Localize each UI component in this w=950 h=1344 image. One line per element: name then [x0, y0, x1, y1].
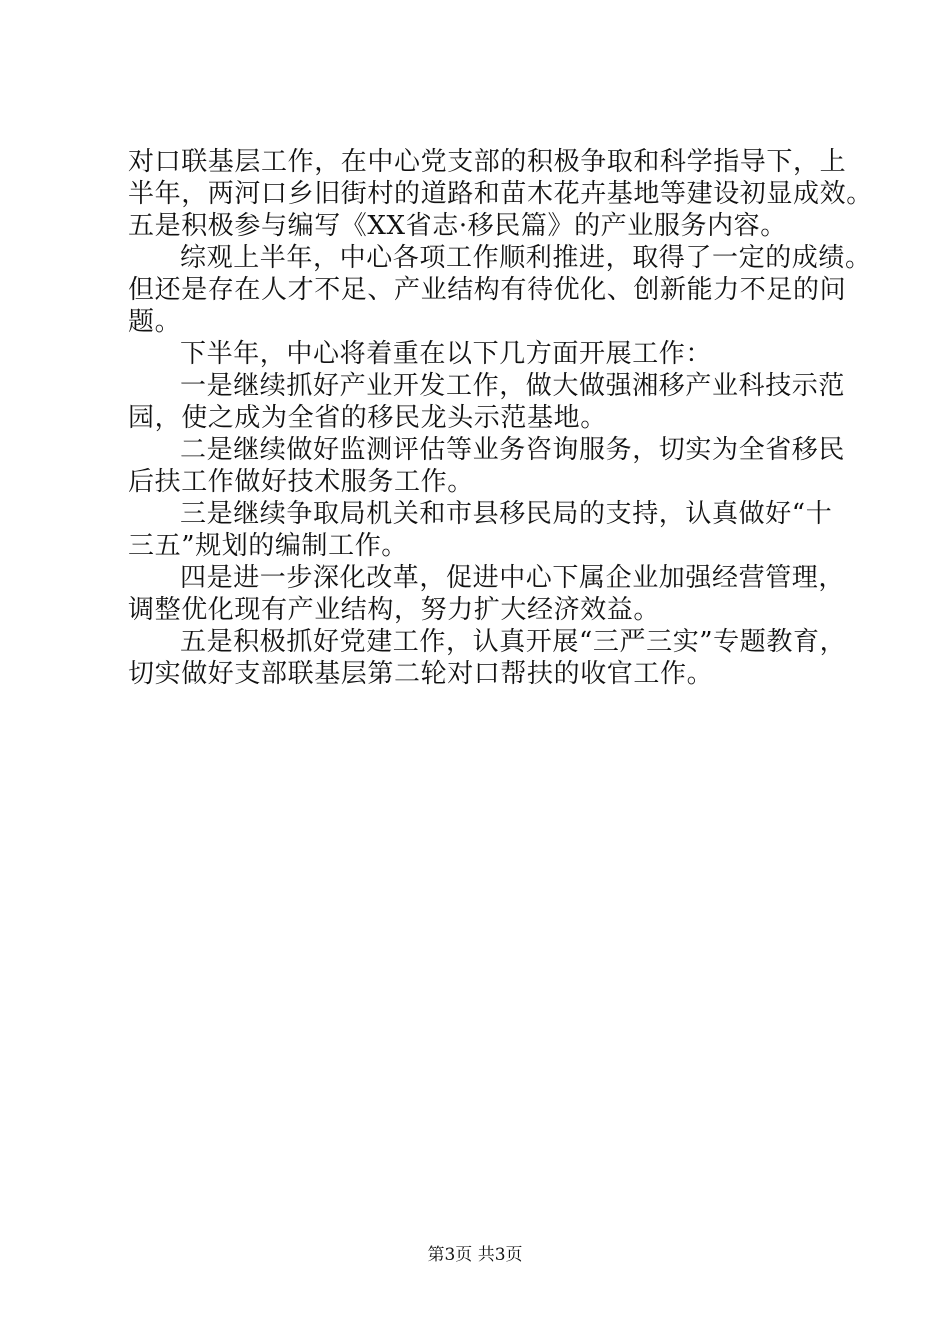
- text-line: 五是积极参与编写《XX省志·移民篇》的产业服务内容。: [128, 211, 787, 241]
- text-line: 对口联基层工作，在中心党支部的积极争取和科学指导下，上: [128, 147, 847, 177]
- paragraph-first-line: 五是积极抓好党建工作，认真开展“三严三实”专题教育，: [180, 627, 847, 657]
- text-line: 后扶工作做好技术服务工作。: [128, 467, 474, 497]
- document-body: [128, 146, 873, 690]
- text-line: 调整优化现有产业结构，努力扩大经济效益。: [128, 595, 661, 625]
- paragraph-first-line: 下半年，中心将着重在以下几方面开展工作：: [180, 339, 713, 369]
- text-line: 题。: [128, 307, 182, 337]
- page-number-label: 第3页 共3页: [427, 1245, 523, 1265]
- text-line: 切实做好支部联基层第二轮对口帮扶的收官工作。: [128, 659, 714, 689]
- page-footer: [0, 1244, 950, 1266]
- text-line: 但还是存在人才不足、产业结构有待优化、创新能力不足的问: [128, 275, 847, 305]
- paragraph-first-line: 二是继续做好监测评估等业务咨询服务，切实为全省移民: [180, 435, 846, 465]
- paragraph-first-line: 一是继续抓好产业开发工作，做大做强湘移产业科技示范: [180, 371, 846, 401]
- paragraph-first-line: 综观上半年，中心各项工作顺利推进，取得了一定的成绩。: [180, 243, 872, 273]
- text-line: 园，使之成为全省的移民龙头示范基地。: [128, 403, 607, 433]
- paragraph-first-line: 四是进一步深化改革，促进中心下属企业加强经营管理，: [180, 563, 846, 593]
- text-line: 三五”规划的编制工作。: [128, 531, 408, 561]
- text-line: 半年，两河口乡旧街村的道路和苗木花卉基地等建设初显成效。: [128, 179, 873, 209]
- paragraph-first-line: 三是继续争取局机关和市县移民局的支持，认真做好“十: [180, 499, 833, 529]
